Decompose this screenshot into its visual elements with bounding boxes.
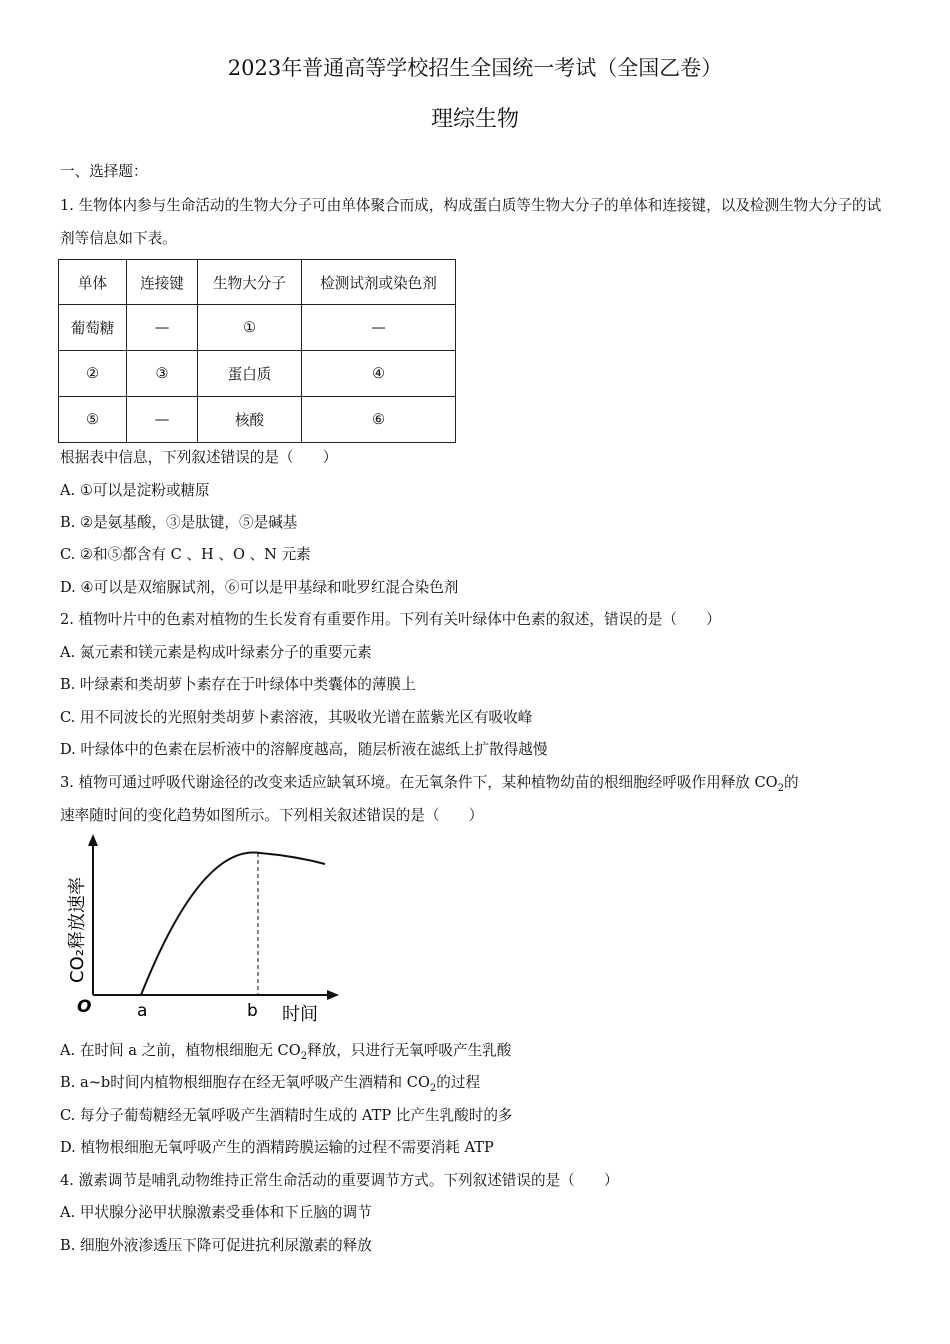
q3-stem-text: 3. 植物可通过呼吸代谢途径的改变来适应缺氧环境。在无氧条件下，某种植物幼苗的根细胞经呼吸作用释放 CO bbox=[60, 774, 778, 791]
table-header-cell: 生物大分子 bbox=[198, 260, 302, 305]
table-cell: — bbox=[302, 305, 456, 351]
q1-table bbox=[58, 259, 456, 443]
q3-option-a-text-end: 释放，只进行无氧呼吸产生乳酸 bbox=[307, 1042, 512, 1059]
table-header-row bbox=[59, 260, 456, 305]
table-header-cell: 单体 bbox=[59, 260, 127, 305]
q1-option-c: C. ②和⑤都含有 C 、H 、O 、N 元素 bbox=[60, 546, 311, 563]
q3-option-b-subscript: 2 bbox=[429, 1082, 437, 1094]
q3-stem-line2: 速率随时间的变化趋势如图所示。下列相关叙述错误的是（ ） bbox=[60, 807, 484, 824]
q2-option-d: D. 叶绿体中的色素在层析液中的溶解度越高，随层析液在滤纸上扩散得越慢 bbox=[60, 741, 548, 758]
table-cell: — bbox=[127, 305, 198, 351]
q3-option-a-subscript: 2 bbox=[300, 1050, 308, 1062]
q2-option-a: A. 氮元素和镁元素是构成叶绿素分子的重要元素 bbox=[60, 644, 372, 661]
table-cell: 核酸 bbox=[198, 397, 302, 443]
table-row bbox=[59, 305, 456, 351]
q3-stem-line1 bbox=[60, 771, 799, 794]
q3-option-b bbox=[60, 1071, 480, 1094]
table-cell: ⑤ bbox=[59, 397, 127, 443]
q2-option-c: C. 用不同波长的光照射类胡萝卜素溶液，其吸收光谱在蓝紫光区有吸收峰 bbox=[60, 709, 533, 726]
q1-option-a: A. ①可以是淀粉或糖原 bbox=[60, 482, 210, 499]
table-cell: ① bbox=[198, 305, 302, 351]
table-cell: 蛋白质 bbox=[198, 351, 302, 397]
q1-stem: 1. 生物体内参与生命活动的生物大分子可由单体聚合而成，构成蛋白质等生物大分子的单体和连接键，以及检测生物大分子的试剂等信息如下表。 bbox=[60, 197, 882, 247]
q2-option-b: B. 叶绿素和类胡萝卜素存在于叶绿体中类囊体的薄膜上 bbox=[60, 676, 416, 693]
q3-stem-subscript: 2 bbox=[777, 782, 785, 794]
exam-title: 2023年普通高等学校招生全国统一考试（全国乙卷） bbox=[227, 56, 723, 80]
y-axis-label: CO₂释放速率 bbox=[67, 877, 88, 983]
table-cell: ⑥ bbox=[302, 397, 456, 443]
origin-label: O bbox=[77, 997, 92, 1017]
q4-option-b: B. 细胞外液渗透压下降可促进抗利尿激素的释放 bbox=[60, 1237, 372, 1254]
q3-option-c: C. 每分子葡萄糖经无氧呼吸产生酒精时生成的 ATP 比产生乳酸时的多 bbox=[60, 1107, 513, 1124]
table-header-cell: 检测试剂或染色剂 bbox=[302, 260, 456, 305]
rate-curve bbox=[141, 852, 325, 995]
q4-option-a: A. 甲状腺分泌甲状腺激素受垂体和下丘脑的调节 bbox=[60, 1204, 372, 1221]
table-header-cell: 连接键 bbox=[127, 260, 198, 305]
y-axis-arrow bbox=[88, 834, 98, 846]
q3-option-a-text: A. 在时间 a 之前，植物根细胞无 CO bbox=[60, 1042, 301, 1059]
q3-option-b-text-end: 的过程 bbox=[436, 1074, 481, 1091]
q2-stem: 2. 植物叶片中的色素对植物的生长发育有重要作用。下列有关叶绿体中色素的叙述，错误的是（ ） bbox=[60, 611, 721, 628]
q3-option-a bbox=[60, 1039, 511, 1062]
table-row bbox=[59, 397, 456, 443]
q1-option-b: B. ②是氨基酸，③是肽键，⑤是碱基 bbox=[60, 514, 298, 531]
table-cell: ② bbox=[59, 351, 127, 397]
q4-stem: 4. 激素调节是哺乳动物维持正常生命活动的重要调节方式。下列叙述错误的是（ ） bbox=[60, 1172, 619, 1189]
tick-label-b: b bbox=[247, 1001, 258, 1021]
q3-option-b-text: B. a~b时间内植物根细胞存在经无氧呼吸产生酒精和 CO bbox=[60, 1074, 430, 1091]
subject-title: 理综生物 bbox=[430, 107, 519, 132]
co2-rate-figure bbox=[55, 830, 355, 1030]
q3-option-d: D. 植物根细胞无氧呼吸产生的酒精跨膜运输的过程不需要消耗 ATP bbox=[60, 1139, 494, 1156]
table-cell: — bbox=[127, 397, 198, 443]
section-title: 一、选择题： bbox=[60, 163, 148, 180]
table-cell: 葡萄糖 bbox=[59, 305, 127, 351]
x-axis-arrow bbox=[327, 990, 339, 1000]
x-axis-label: 时间 bbox=[282, 1004, 318, 1025]
table-cell: ③ bbox=[127, 351, 198, 397]
q1-prompt: 根据表中信息，下列叙述错误的是（ ） bbox=[60, 449, 338, 466]
q3-stem-text-end: 的 bbox=[784, 774, 799, 791]
table-cell: ④ bbox=[302, 351, 456, 397]
q1-option-d: D. ④可以是双缩脲试剂，⑥可以是甲基绿和吡罗红混合染色剂 bbox=[60, 579, 459, 596]
table-row bbox=[59, 351, 456, 397]
tick-label-a: a bbox=[137, 1001, 148, 1021]
